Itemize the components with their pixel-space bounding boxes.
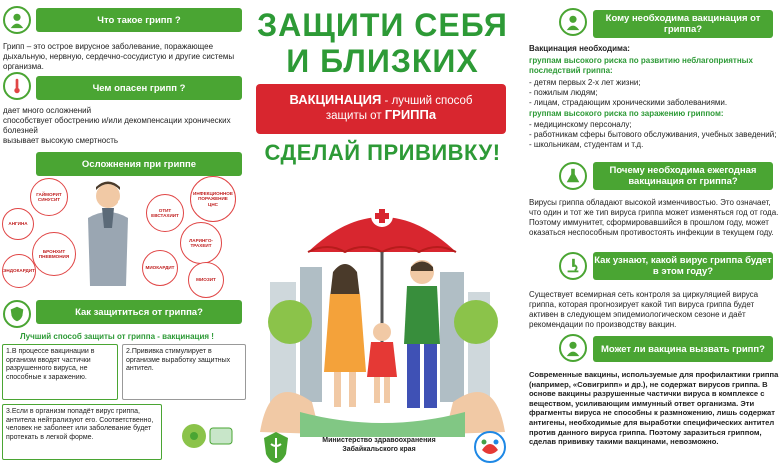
risk-group-1-item-1: - детям первых 2-х лет жизни; <box>529 78 641 87</box>
vaccination-rest-1: - лучший способ <box>381 95 473 107</box>
complication-endocarditis: ЭНДОКАРДИТ <box>2 254 36 288</box>
complications-heading: Осложнения при гриппе <box>36 152 242 176</box>
danger-item-1: дает много осложнений <box>3 106 92 115</box>
virus-forecast-heading: Как узнают, какой вирус гриппа будет в этом году? <box>593 252 773 280</box>
complication-myocarditis: МИОКАРДИТ <box>142 250 178 286</box>
danger-item-2: способствует обострению и/или декомпенсации хронических болезней <box>3 116 231 135</box>
can-vaccine-cause-flu-heading: Может ли вакцина вызвать грипп? <box>593 336 773 362</box>
complication-laryngotracheitis: ЛАРИНГО-ТРАХЕИТ <box>180 222 222 264</box>
what-is-flu-text: Грипп – это острое вирусное заболевание, поражающее дыхальную, нервную, сердечно-сосудистую и другие системы организма. <box>3 42 235 71</box>
virus-icon <box>172 410 236 460</box>
risk-group-2-item-3: - школьникам, студентам и т.д. <box>529 140 644 149</box>
doctor-icon <box>559 8 587 36</box>
vaccination-banner <box>256 84 506 134</box>
vaccine-step-1 <box>2 344 118 400</box>
vaccine-step-3 <box>2 404 162 460</box>
annual-vaccination-heading: Почему необходима ежегодная вакцинация от гриппа? <box>593 162 773 190</box>
lab-flask-icon <box>559 162 587 190</box>
doctor-icon <box>559 334 587 362</box>
microscope-icon <box>559 252 587 280</box>
sick-man-illustration <box>78 178 138 286</box>
vaccination-word: ВАКЦИНАЦИЯ <box>289 92 382 107</box>
left-column <box>0 0 250 470</box>
main-title-line-1: ЗАЩИТИ СЕБЯ <box>257 7 508 43</box>
healthy-lifestyle-logo-icon <box>472 430 508 464</box>
risk-group-1-item-2: - пожилым людям; <box>529 88 598 97</box>
ministry-footer: Министерство здравоохранения Забайкальского края <box>322 437 436 453</box>
risk-group-2-item-1: - медицинскому персоналу; <box>529 120 632 129</box>
vaccine-step-3-text: 3.Если в организм попадёт вирус гриппа, антитела нейтрализуют его. Соответственно, человек не заболеет или заболевание будет протекать в легкой форме. <box>6 408 154 441</box>
complication-otitis: ОТИТ ЕВСТАХИИТ <box>146 194 184 232</box>
complication-myositis: МИОЗИТ <box>188 262 224 298</box>
best-protection-text: Лучший способ защиты от гриппа - вакцинация ! <box>20 332 214 341</box>
annual-vaccination-text: Вирусы гриппа обладают высокой изменчивостью. Это означает, что один и тот же тип вируса гриппа может изменяться год от года. Поэтому иммунитет, сформировавшийся в прошлом году, может оказаться неспособным противостоять инфекции в текущем году. <box>529 198 779 237</box>
ministry-emblem-icon <box>262 430 290 464</box>
thermometer-icon <box>3 72 31 100</box>
main-title-line-2: И БЛИЗКИХ <box>286 43 479 79</box>
vaccine-safety-text: Современные вакцины, используемые для профилактики гриппа (например, «Совигрипп» и др.), не содержат вирусов гриппа. В основе вакцины разрушенные частички вируса в комплексе с веществом, усиливающим иммунный ответ организма. Эти фрагменты вируса не способны к размножению, лишь содержат антигены, необходимые для выработки специфических антител против данного вируса гриппа. Поэтому заразиться гриппом, сделав прививку такими вакцинами, невозможно. <box>529 370 779 447</box>
vaccination-rest-2: защиты от <box>325 110 385 122</box>
risk-group-1-item-3: - лицам, страдающим хроническими заболеваниями. <box>529 98 728 107</box>
complication-cns: ИНФЕКЦИОННОЕ ПОРАЖЕНИЕ ЦНС <box>190 176 236 222</box>
right-column <box>515 0 780 470</box>
shield-icon <box>3 300 31 328</box>
vaccination-needed-label: Вакцинация необходима: <box>529 44 630 53</box>
family-umbrella-illustration <box>250 172 515 437</box>
doctor-icon <box>3 6 31 34</box>
vaccine-step-2-text: 2.Прививка стимулирует в организме выработку защитных антител. <box>126 348 231 372</box>
vaccine-step-2 <box>122 344 246 400</box>
high-risk-group-1: группам высокого риска по развитию неблагоприятных последствий гриппа: <box>529 56 753 75</box>
high-risk-group-2: группам высокого риска по заражению гриппом: <box>529 109 724 118</box>
what-is-flu-heading: Что такое грипп ? <box>36 8 242 32</box>
get-vaccinated-slogan: СДЕЛАЙ ПРИВИВКУ! <box>264 140 501 165</box>
complication-angina: АНГИНА <box>2 208 34 240</box>
virus-forecast-text: Существует всемирная сеть контроля за циркуляцией вируса гриппа, которая прогнозирует какой тип вируса гриппа будет активен в следующем эпидемиологическом сезоне и даёт рекомендации по производству вакцин. <box>529 290 759 329</box>
danger-item-3: вызывает высокую смертность <box>3 136 119 145</box>
risk-group-2-item-2: - работникам сферы бытового обслуживания, учебных заведений; <box>529 130 777 139</box>
why-dangerous-heading: Чем опасен грипп ? <box>36 76 242 100</box>
center-poster <box>250 0 515 470</box>
complication-sinusitis: ГАЙМОРИТ СИНУСИТ <box>30 178 68 216</box>
who-needs-vaccination-heading: Кому необходима вакцинация от гриппа? <box>593 10 773 38</box>
how-protect-heading: Как защититься от гриппа? <box>36 300 242 324</box>
vaccine-step-1-text: 1.В процессе вакцинации в организм вводят частички разрушенного вируса, не способные к заражению. <box>6 348 95 381</box>
complication-pneumonia: БРОНХИТ ПНЕВМОНИЯ <box>32 232 76 276</box>
flu-word: ГРИППа <box>384 107 437 122</box>
